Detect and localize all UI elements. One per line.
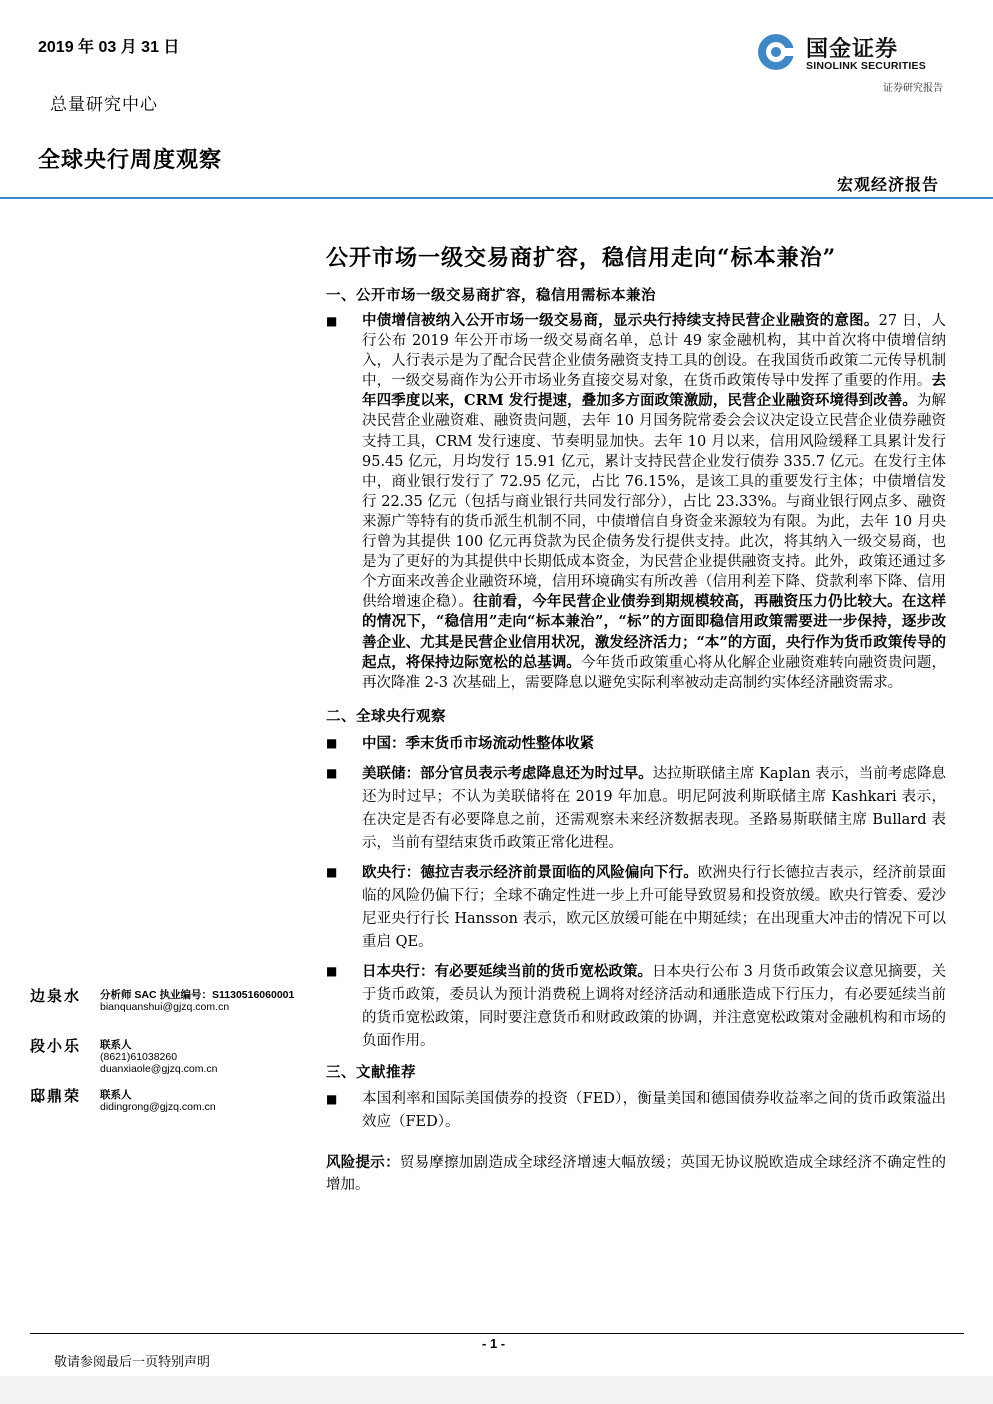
list-item	[326, 762, 946, 855]
author-info	[100, 1039, 217, 1075]
department: 总量研究中心	[50, 95, 158, 115]
logo-subtitle: 证券研究报告	[883, 83, 943, 94]
disclaimer: 敬请参阅最后一页特别声明	[54, 1355, 211, 1370]
author-name: 边泉水	[30, 987, 82, 1005]
author-list	[30, 985, 320, 1135]
author-entry	[30, 985, 320, 1035]
section1-paragraph	[326, 311, 946, 693]
logo-name-en: SINOLINK SECURITIES	[806, 60, 926, 72]
author-email: duanxiaole@gjzq.com.cn	[100, 1063, 218, 1075]
section1-heading: 一、公开市场一级交易商扩容，稳信用需标本兼治	[326, 287, 656, 304]
para-run: 27 日，人行公布 2019 年公开市场一级交易商名单，总计 49 家金融机构，其中首次将中债增信纳入，人行表示是为了配合民营企业债务融资支持工具的创设。在我国货币政策二元传导机制中，一级交易商作为公开市场业务直接交易对象，在货币政策传导中发挥了重要的作用。	[362, 313, 947, 390]
logo-mark-icon	[756, 32, 796, 72]
header-rule	[0, 197, 993, 199]
logo-name-cn: 国金证券	[806, 37, 899, 62]
item-body: 日本央行公布 3 月货币政策会议意见摘要，关于货币政策，委员认为预计消费税上调将对经济活动和通胀造成下行压力，有必要延续当前的货币宽松政策，同时要注意货币和财政政策的协调，并注意宽松政策对金融机构和市场的负面作用。	[362, 963, 946, 1049]
page-number: - 1 -	[482, 1336, 506, 1351]
list-item	[326, 732, 946, 756]
section3-heading: 三、文献推荐	[326, 1063, 416, 1081]
author-name: 段小乐	[30, 1037, 82, 1055]
footer-band	[0, 1376, 993, 1404]
para-run: 去年四季度以来，CRM 发行提速，叠加多方面政策激励，民营企业融资环境得到改善。	[362, 372, 946, 410]
footer-rule	[30, 1333, 964, 1334]
list-item	[326, 861, 946, 954]
author-entry	[30, 1085, 320, 1135]
author-role: 联系人	[100, 1089, 132, 1101]
item-body: 达拉斯联储主席 Kaplan 表示，当前考虑降息还为时过早；不认为美联储将在 2019 年加息。明尼阿波利斯联储主席 Kashkari 表示，在决定是否有必要降息之前，还需观察未来经济数据表现。圣路易斯联储主席 Bullard 表示，当前有望结束货币政策正常化进程。	[362, 765, 946, 851]
author-email: didingrong@gjzq.com.cn	[100, 1101, 216, 1113]
item-body: 本国利率和国际美国债券的投资（FED），衡量美国和德国债券收益率之间的货币政策溢出效应（FED）。	[362, 1090, 946, 1130]
risk-warning	[326, 1152, 946, 1196]
list-item	[326, 960, 946, 1053]
para-run: 今年货币政策重心将从化解企业融资难转向融资贵问题，再次降准 2-3 次基础上，需要降息以避免实际利率被动走高制约实体经济融资需求。	[362, 654, 947, 691]
author-info	[100, 989, 294, 1013]
para-run: 为解决民营企业融资难、融资贵问题，去年 10 月国务院常委会会议决定设立民营企业债券融资支持工具，CRM 发行速度、节奏明显加快。去年 10 月以来，信用风险缓释工具累计发行 95.45 亿元，月均发行 15.91 亿元，累计支持民营企业发行债券 335.7 亿元。在发行主体中，商业银行发行了 72.95 亿元，占比 76.15%，是该工具的重要发行主体；中债增信发行 22.35 亿元（包括与商业银行共同发行部分），占比 23.33%。与商业银行网点多、融资来源广等特有的货币派生机制不同，中债增信自身资金来源较为有限。为此，去年 10 月央行曾为其提供 100 亿元再贷款为民企债务发行提供支持。此次，将其纳入一级交易商，也是为了更好的为其提供中长期低成本资金，为民营企业提供融资支持。此外，政策还通过多个方面来改善企业融资环境，信用环境确实有所改善（信用利差下降、贷款利率下降、信用供给增速企稳）。	[362, 393, 947, 611]
item-lead: 日本央行：有必要延续当前的货币宽松政策。	[362, 962, 653, 980]
sinolink-logo	[756, 30, 946, 78]
para-run: 中债增信被纳入公开市场一级交易商，显示央行持续支持民营企业融资的意图。	[362, 312, 879, 329]
risk-text: 贸易摩擦加剧造成全球经济增速大幅放缓；英国无协议脱欧造成全球经济不确定性的增加。	[326, 1154, 946, 1193]
author-name: 邸鼎荣	[30, 1087, 82, 1105]
author-role: 分析师 SAC 执业编号：S1130516060001	[100, 989, 295, 1001]
report-title: 公开市场一级交易商扩容，稳信用走向“标本兼治”	[326, 245, 837, 271]
report-body	[326, 284, 946, 1196]
report-series: 全球央行周度观察	[38, 147, 223, 173]
author-email: bianquanshui@gjzq.com.cn	[100, 1001, 230, 1013]
item-lead: 美联储：部分官员表示考虑降息还为时过早。	[362, 764, 653, 782]
item-lead: 欧央行：德拉吉表示经济前景面临的风险偏向下行。	[362, 863, 698, 881]
list-item	[326, 1088, 946, 1134]
report-type: 宏观经济报告	[836, 175, 939, 194]
item-lead: 中国：季末货币市场流动性整体收紧	[362, 734, 594, 752]
item-body: 欧洲央行行长德拉吉表示，经济前景面临的风险仍偏下行；全球不确定性进一步上升可能导致贸易和投资放缓。欧央行管委、爱沙尼亚央行行长 Hansson 表示，欧元区放缓可能在中期延续；在出现重大冲击的情况下可以重启 QE。	[362, 864, 946, 950]
author-info	[100, 1089, 216, 1113]
para-run: 往前看，今年民营企业债券到期规模较高，再融资压力仍比较大。在这样的情况下，“稳信用”走向“标本兼治”，“标”的方面即稳信用政策需要进一步保持，逐步改善企业、尤其是民营企业信用状况，激发经济活力；“本”的方面，央行作为货币政策传导的起点，将保持边际宽松的总基调。	[362, 593, 947, 671]
report-date: 2019 年 03 月 31 日	[38, 39, 180, 56]
author-role: 联系人	[100, 1039, 132, 1051]
author-entry	[30, 1035, 320, 1085]
section2-heading: 二、全球央行观察	[326, 707, 446, 725]
risk-label: 风险提示：	[326, 1153, 400, 1171]
author-phone: (8621)61038260	[100, 1051, 178, 1063]
